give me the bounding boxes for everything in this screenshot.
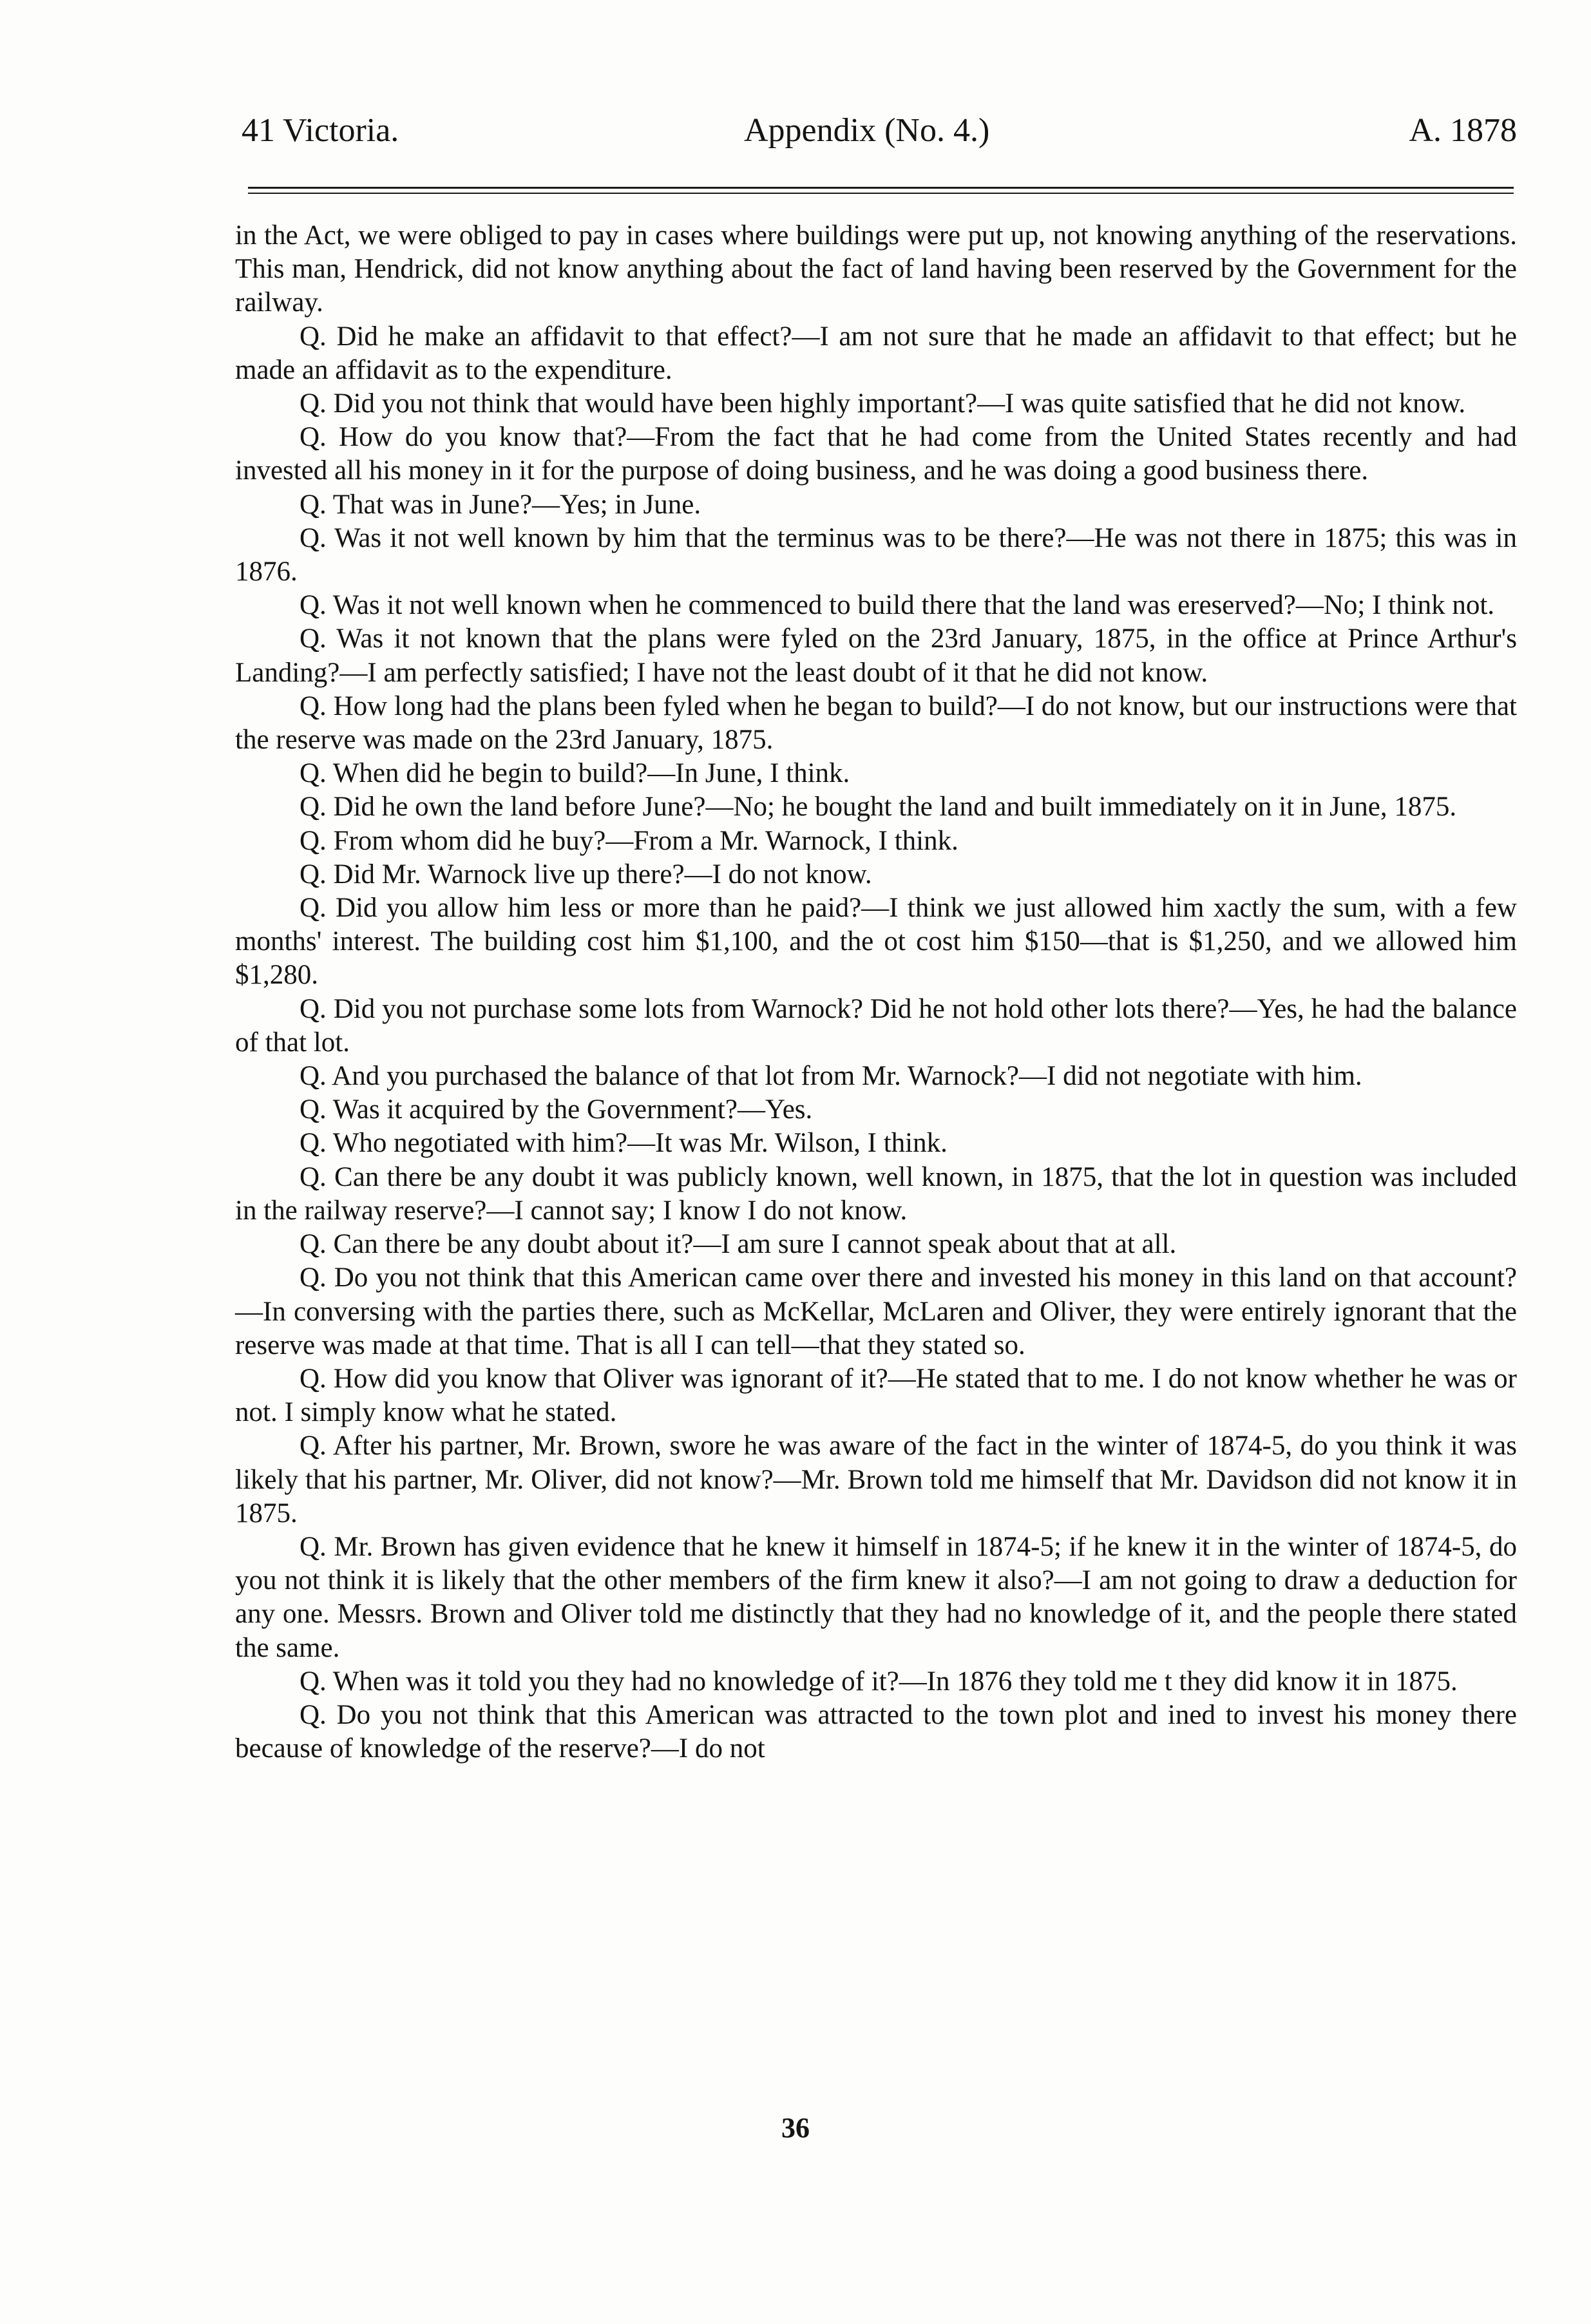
paragraph: Q. Did you allow him less or more than he paid?—I think we just allowed him xactly the sum, with a few months' interest. The building cost him $1,100, and the ot cost him $150—that is $1,250, and we allowed him $1,280. [235,893,1517,991]
paragraph: Q. Was it not known that the plans were fyled on the 23rd January, 1875, in the office at Prince Arthur's Landing?—I am perfectly satisfied; I have not the least doubt of it that he did not know. [235,624,1517,688]
paragraph: Q. That was in June?—Yes; in June. [300,489,701,520]
paragraph: Q. How do you know that?—From the fact that he had come from the United States recently and had invested all his money in it for the purpose of doing business, and he was doing a good business there. [235,422,1517,486]
paragraph: Q. And you purchased the balance of that lot from Mr. Warnock?—I did not negotiate with him. [300,1061,1362,1092]
page-number: 36 [781,2112,810,2144]
paragraph: Q. Was it not well known by him that the terminus was to be there?—He was not there in 1875; this was in 1876. [235,522,1517,587]
paragraph: Q. Was it not well known when he commenced to build there that the land was ereserved?—No; I think not. [300,590,1495,621]
header-session: 41 Victoria. [242,112,399,149]
paragraph: Q. Did he make an affidavit to that effect?—I am not sure that he made an affidavit to that effect; but he made an affidavit as to the expenditure. [235,321,1517,385]
paragraph-continuation: in the Act, we were obliged to pay in cases where buildings were put up, not knowing anything of the reservations. This man, Hendrick, did not know anything about the fact of land having been reserved by the Government for the railway. [235,220,1517,318]
paragraph: Q. Do you not think that this American came over there and invested his money in this land on that account?—In conversing with the parties there, such as McKellar, McLaren and Oliver, they were entirely ignorant that the reserve was made at that time. That is all I can tell—that they stated so. [235,1262,1517,1360]
header-appendix: Appendix (No. 4.) [744,112,990,149]
running-header [235,108,1517,153]
paragraph: Q. When was it told you they had no knowledge of it?—In 1876 they told me t they did know it in 1875. [300,1666,1458,1697]
paragraph: Q. Did you not think that would have been highly important?—I was quite satisfied that he did not know. [300,388,1466,419]
paragraph: Q. When did he begin to build?—In June, I think. [300,758,850,789]
header-year: A. 1878 [1409,112,1517,149]
header-rule [248,187,1514,189]
paragraph: Q. How did you know that Oliver was ignorant of it?—He stated that to me. I do not know whether he was or not. I simply know what he stated. [235,1363,1517,1428]
paragraph: Q. Did he own the land before June?—No; he bought the land and built immediately on it in June, 1875. [300,792,1457,823]
paragraph: Q. From whom did he buy?—From a Mr. Warnock, I think. [300,825,958,856]
paragraph: Q. Can there be any doubt it was publicly known, well known, in 1875, that the lot in question was included in the railway reserve?—I cannot say; I know I do not know. [235,1161,1517,1226]
paragraph: Q. Who negotiated with him?—It was Mr. Wilson, I think. [300,1128,948,1159]
paragraph: Q. Can there be any doubt about it?—I am sure I cannot speak about that at all. [300,1229,1177,1260]
paragraph: Q. Did you not purchase some lots from Warnock? Did he not hold other lots there?—Yes, he had the balance of that lot. [235,993,1517,1058]
testimony-text [235,219,1517,1766]
paragraph: Q. Was it acquired by the Government?—Yes. [300,1094,813,1125]
paragraph: Q. Do you not think that this American was attracted to the town plot and ined to invest his money there because of knowledge of the reserve?—I do not [235,1699,1517,1764]
paragraph: Q. Mr. Brown has given evidence that he knew it himself in 1874-5; if he knew it in the winter of 1874-5, do you not think it is likely that the other members of the firm knew it also?—I am not going to draw a deduction for any one. Messrs. Brown and Oliver told me distinctly that they had no knowledge of it, and the people there stated the same. [235,1531,1517,1663]
paragraph: Q. After his partner, Mr. Brown, swore he was aware of the fact in the winter of 1874-5, do you think it was likely that his partner, Mr. Oliver, did not know?—Mr. Brown told me himself that Mr. Davidson did not know it in 1875. [235,1431,1517,1529]
header-rule-thin [248,193,1514,194]
paragraph: Q. How long had the plans been fyled when he began to build?—I do not know, but our instructions were that the reserve was made on the 23rd January, 1875. [235,691,1517,756]
paragraph: Q. Did Mr. Warnock live up there?—I do not know. [300,859,872,890]
